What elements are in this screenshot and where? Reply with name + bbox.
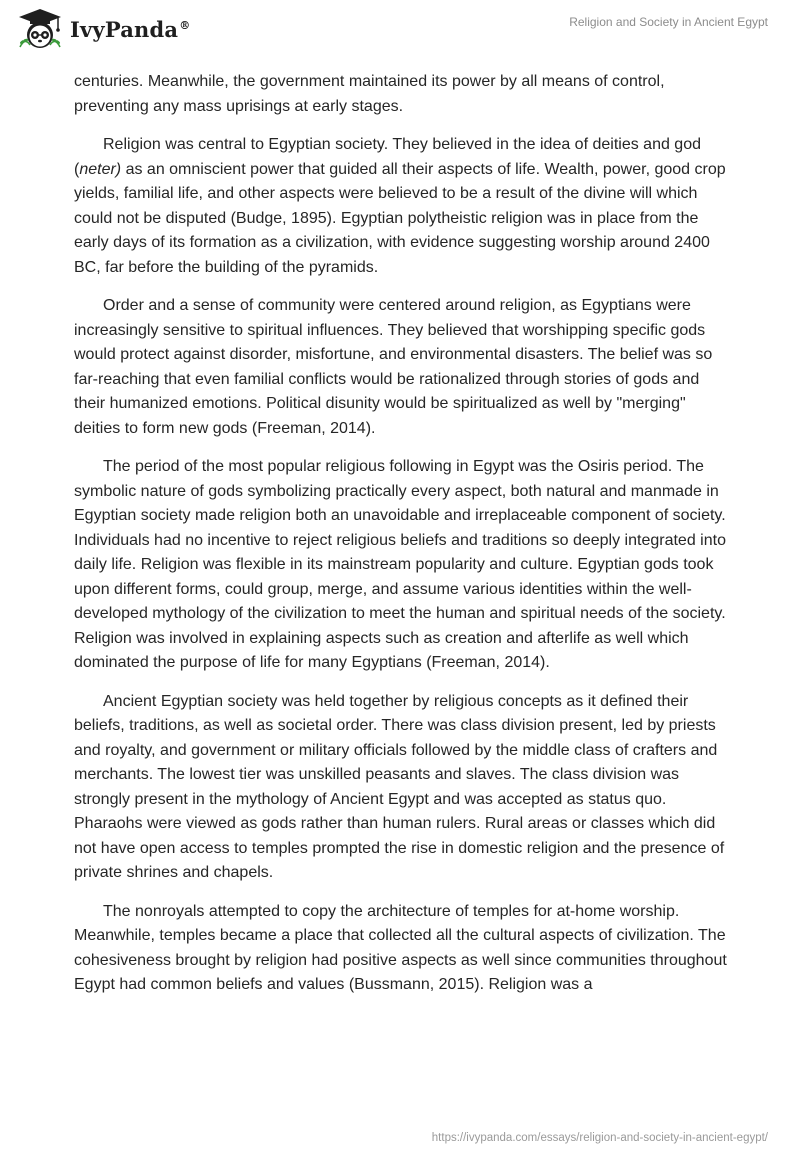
- ivypanda-logo[interactable]: [16, 7, 190, 51]
- source-url-link[interactable]: https://ivypanda.com/essays/religion-and-society-in-ancient-egypt/: [431, 1132, 768, 1144]
- panda-graduate-icon: [16, 7, 64, 51]
- paragraph: Order and a sense of community were centered around religion, as Egyptians were increasingly sensitive to spiritual influences. They believed that worshipping specific gods would protect against disorder, misfortune, and environmental disasters. The belief was so far-reaching that even familial conflicts would be rationalized through stories of gods and their humanized emotions. Political disunity would be spiritualized as well by "merging" deities to form new gods (Freeman, 2014).: [74, 297, 713, 437]
- paragraph: The period of the most popular religious following in Egypt was the Osiris period. The symbolic nature of gods symbolizing practically every aspect, both natural and manmade in Egyptian society made religion both an unavoidable and irreplaceable component of society. Individuals had no incentive to reject religious beliefs and traditions so deeply integrated into daily life. Religion was flexible in its mainstream popularity and culture. Egyptian gods took upon different forms, could group, merge, and assume various identities within the well-developed mythology of the civilization to meet the human and spiritual needs of the society. Religion was involved in explaining aspects such as creation and afterlife as well which dominated the purpose of life for many Egyptians (Freeman, 2014).: [74, 458, 726, 671]
- paragraph-text: as an omniscient power that guided all their aspects of life. Wealth, power, good crop yields, familial life, and other aspects were believed to be a result of the divine will which could not be disputed (Budge, 1895). Egyptian polytheistic religion was in place from the early days of its formation as a civilization, with evidence suggesting worship around 2400 BC, far before the building of the pyramids.: [74, 160, 726, 276]
- paragraph: [74, 133, 730, 280]
- registered-mark: ®: [179, 18, 191, 32]
- paragraph-continuation: centuries. Meanwhile, the government maintained its power by all means of control, preventing any mass uprisings at early stages.: [74, 73, 665, 115]
- logo-wordmark: [70, 17, 190, 42]
- paragraph-text: Religion was central to Egyptian society. They believed in the idea of deities and god (: [74, 136, 701, 178]
- logo-text: IvyPanda: [70, 16, 179, 42]
- page-header: [0, 0, 800, 70]
- essay-body: [74, 70, 730, 1012]
- paragraph: Ancient Egyptian society was held together by religious concepts as it defined their beliefs, traditions, as well as societal order. There was class division present, led by priests and royalty, and government or military officials followed by the middle class of crafters and merchants. The lowest tier was unskilled peasants and slaves. The class division was strongly present in the mythology of Ancient Egypt and was accepted as status quo. Pharaohs were viewed as gods rather than human rulers. Rural areas or classes which did not have open access to temples prompted the rise in domestic religion and the presence of private shrines and chapels.: [74, 692, 725, 881]
- document-title: Religion and Society in Ancient Egypt: [569, 15, 768, 29]
- paragraph: The nonroyals attempted to copy the architecture of temples for at-home worship. Meanwhile, temples became a place that collected all the cultural aspects of civilization. The cohesiveness brought by religion had positive aspects as well since communities throughout Egypt had common beliefs and values (Bussmann, 2015). Religion was a: [74, 902, 727, 993]
- italic-term: neter): [79, 160, 122, 178]
